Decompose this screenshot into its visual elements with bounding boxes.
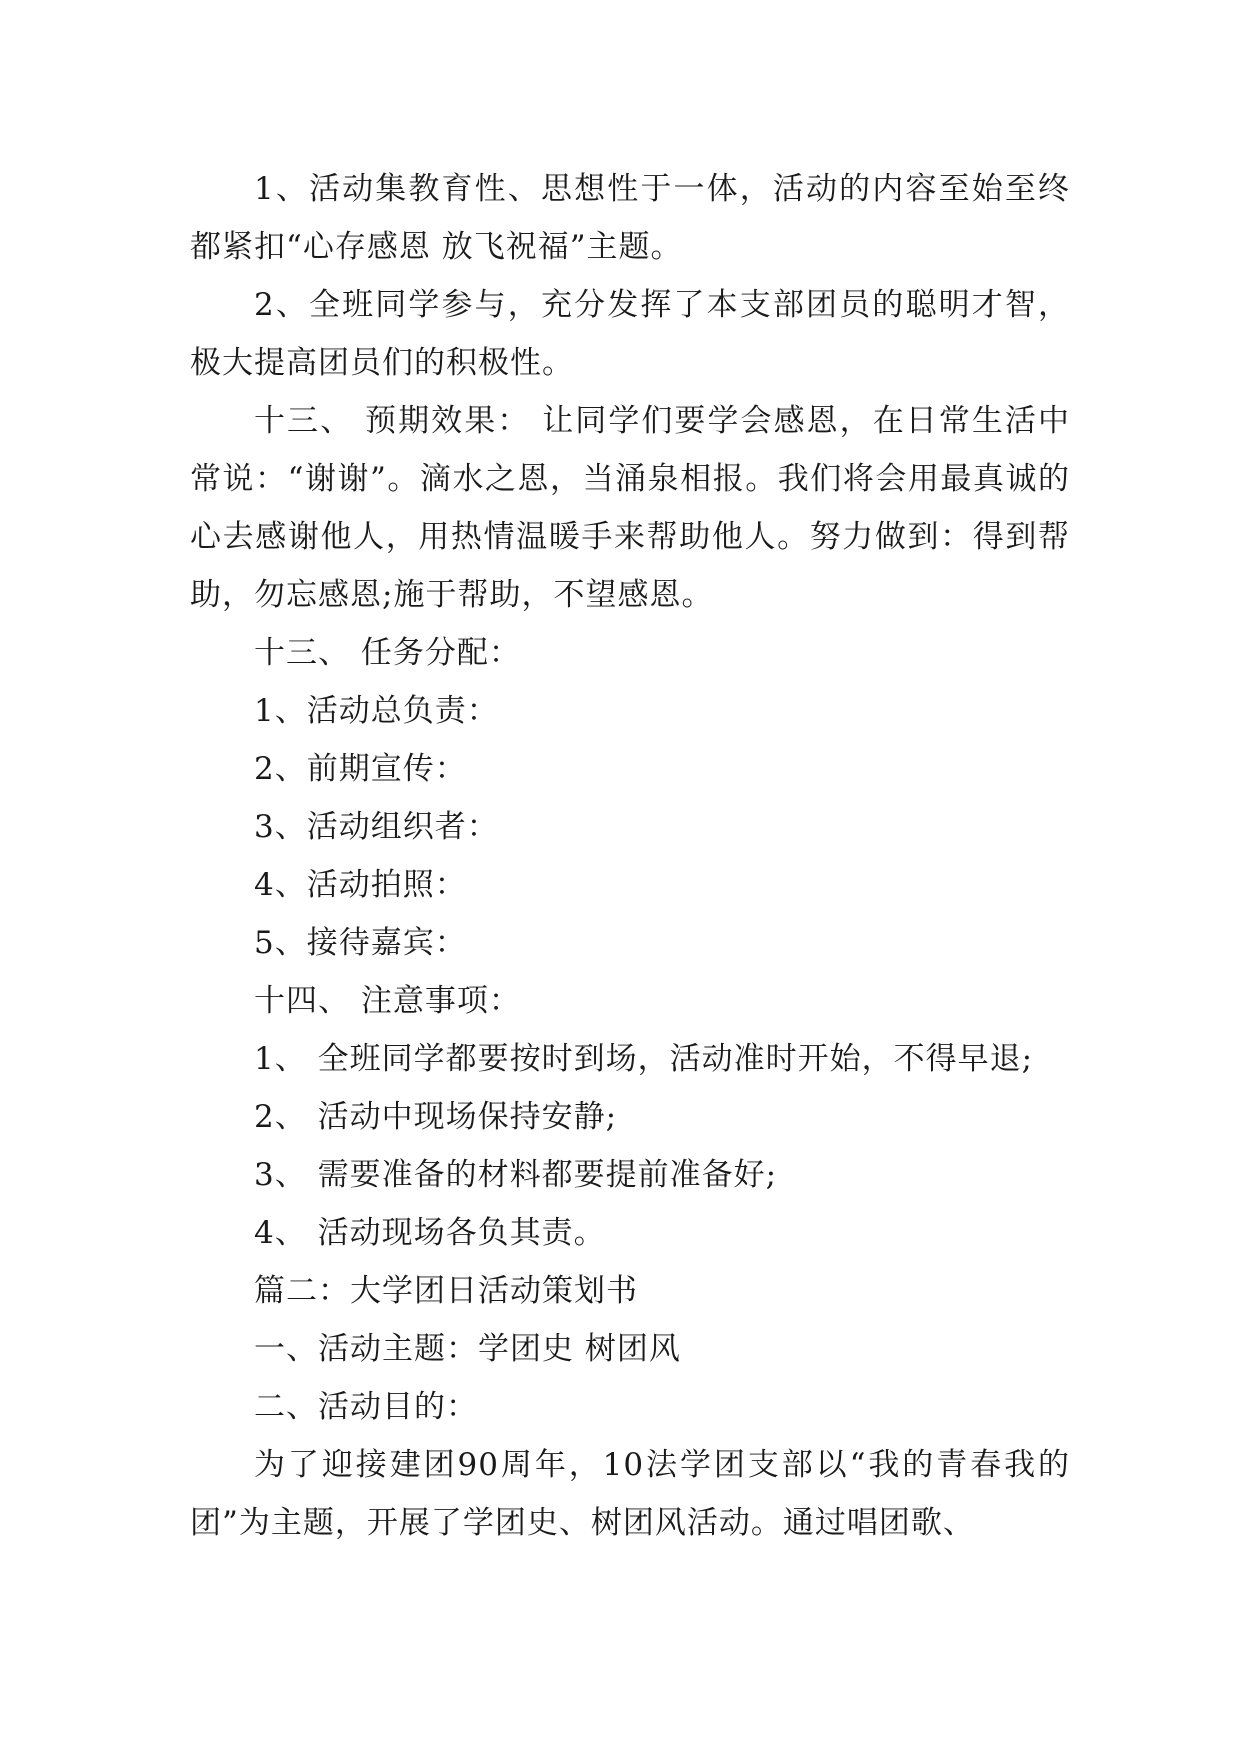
paragraph-participation: 2、全班同学参与，充分发挥了本支部团员的聪明才智，极大提高团员们的积极性。 bbox=[190, 287, 1070, 381]
list-item-task: 2、前期宣传： bbox=[254, 751, 467, 787]
list-item-task: 1、活动总负责： bbox=[254, 693, 499, 729]
heading-task-assignment: 十三、 任务分配： bbox=[254, 635, 521, 671]
paragraph-activity-nature: 1、活动集教育性、思想性于一体，活动的内容至始至终都紧扣“心存感恩 放飞祝福”主题。 bbox=[190, 171, 1070, 265]
section-title-part-two: 篇二：大学团日活动策划书 bbox=[254, 1273, 638, 1309]
list-item-note: 3、 需要准备的材料都要提前准备好; bbox=[254, 1157, 778, 1193]
heading-notes: 十四、 注意事项： bbox=[254, 983, 521, 1019]
list-item-task: 5、接待嘉宾： bbox=[254, 925, 467, 961]
list-item-note: 4、 活动现场各负其责。 bbox=[254, 1215, 606, 1251]
list-item-task: 3、活动组织者： bbox=[254, 809, 499, 845]
list-item-task: 4、活动拍照： bbox=[254, 867, 467, 903]
list-item-note: 2、 活动中现场保持安静; bbox=[254, 1099, 618, 1135]
paragraph-expected-effect: 十三、 预期效果： 让同学们要学会感恩，在日常生活中常说：“谢谢”。滴水之恩，当涌泉相报。我们将会用最真诚的心去感谢他人，用热情温暖手来帮助他人。努力做到：得到帮助，勿忘感恩;施于帮助，不望感恩。 bbox=[190, 403, 1070, 613]
heading-activity-theme: 一、活动主题：学团史 树团风 bbox=[254, 1331, 681, 1367]
document-body bbox=[190, 160, 1070, 1552]
heading-activity-purpose: 二、活动目的： bbox=[254, 1389, 478, 1425]
list-item-note: 1、 全班同学都要按时到场，活动准时开始，不得早退; bbox=[254, 1041, 1034, 1077]
paragraph-purpose-body: 为了迎接建团90周年，10法学团支部以“我的青春我的团”为主题，开展了学团史、树团风活动。通过唱团歌、 bbox=[190, 1447, 1070, 1541]
